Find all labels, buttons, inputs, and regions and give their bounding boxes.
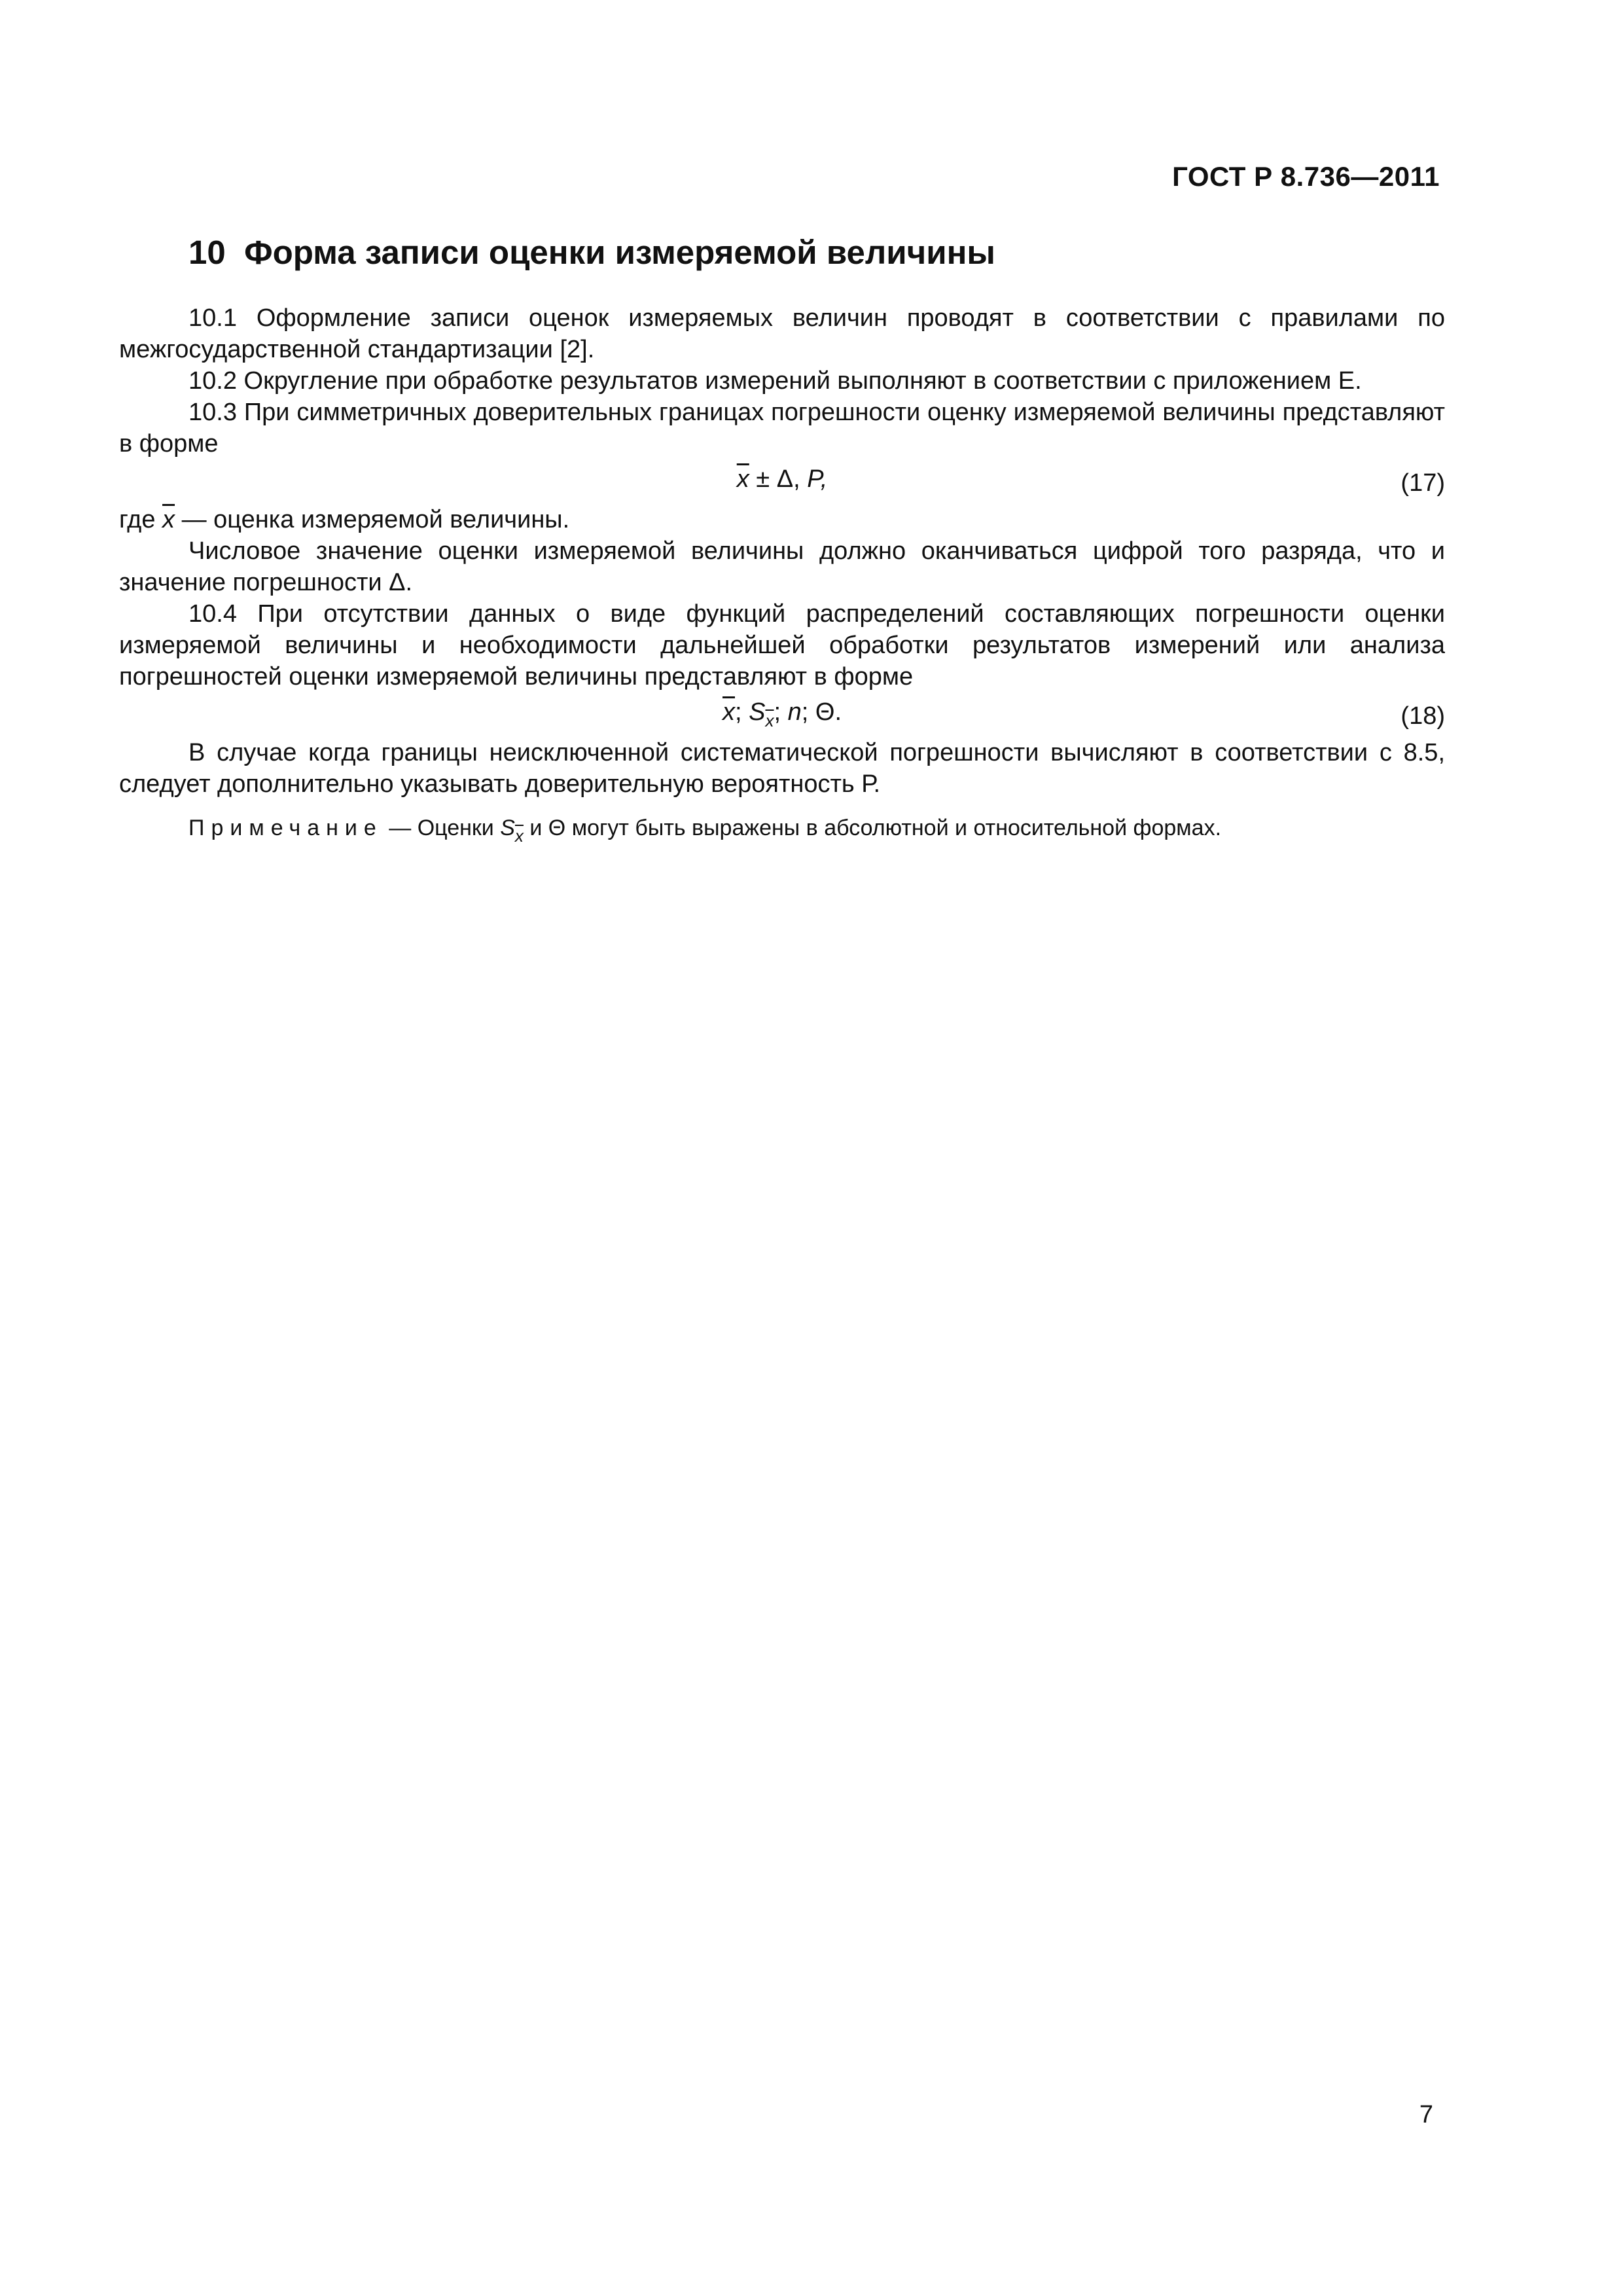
formula-18-theta: Θ <box>815 698 835 726</box>
note <box>119 813 1445 851</box>
formula-17-x-bar: $\overline{x}$ <box>736 465 749 493</box>
paragraph-10-3: 10.3 При симметричных доверительных границах погрешности оценку измеряемой величины представляют в форме <box>119 399 1445 457</box>
paragraph-10-2: 10.2 Округление при обработке результатов измерений выполняют в соответствии с приложением Е. <box>188 367 1362 395</box>
where-clause <box>119 504 1445 535</box>
section-number: 10 <box>188 234 226 271</box>
formula-18 <box>119 696 1445 736</box>
note-s: S <box>500 816 515 840</box>
formula-18-s: S <box>749 698 766 726</box>
paragraph-10-4: 10.4 При отсутствии данных о виде функций распределений составляющих погрешности оценки измеряемой величины и необходимости дальнейшей обработки результатов измерений или анализа погрешностей оценки измеряемой величины представляют в форме <box>119 600 1445 691</box>
where-x-bar: $\overline{x}$ <box>162 506 175 533</box>
formula-18-sep1: ; <box>735 698 749 726</box>
formula-18-sep3: ; <box>801 698 815 726</box>
section-body <box>119 302 1445 851</box>
formula-17-p: P <box>807 465 821 493</box>
paragraph-10-1: 10.1 Оформление записи оценок измеряемых величин проводят в соответствии с правилами по межгосударственной стандартизации [2]. <box>119 304 1445 363</box>
where-prefix: где <box>119 506 163 533</box>
formula-17-pm-delta: ± Δ <box>749 465 794 493</box>
formula-17 <box>119 463 1445 495</box>
formula-17-separator: , <box>793 465 808 493</box>
note-s-sub: x <box>514 826 524 846</box>
formula-18-x-bar: $\overline{x}$ <box>722 698 735 726</box>
formula-18-n: n <box>787 698 802 726</box>
formula-18-number: (18) <box>1400 702 1445 730</box>
formula-18-tail: . <box>834 698 842 726</box>
note-label: Примечание <box>188 816 383 840</box>
note-dash: — Оценки <box>382 816 501 840</box>
page-number: 7 <box>1419 2101 1433 2128</box>
paragraph-confidence-case: В случае когда границы неисключенной систематической погрешности вычисляют в соответствии с 8.5, следует дополнительно указывать доверительную вероятность Р. <box>119 739 1445 798</box>
formula-18-row <box>119 692 1445 737</box>
formula-17-tail: , <box>820 465 828 493</box>
formula-18-sep2: ; <box>774 698 788 726</box>
formula-17-number: (17) <box>1400 469 1445 497</box>
paragraph-numeric-value: Числовое значение оценки измеряемой величины должно оканчиваться цифрой того разряда, что и значение погрешности Δ. <box>119 537 1445 596</box>
note-text: и Θ могут быть выражены в абсолютной и относительной формах. <box>523 816 1222 840</box>
standard-code-header: ГОСТ Р 8.736—2011 <box>1172 161 1440 192</box>
section-heading <box>188 233 995 272</box>
where-suffix: — оценка измеряемой величины. <box>175 506 570 533</box>
formula-17-row <box>119 459 1445 504</box>
formula-18-s-sub: x <box>765 711 774 730</box>
section-title: Форма записи оценки измеряемой величины <box>244 234 995 271</box>
